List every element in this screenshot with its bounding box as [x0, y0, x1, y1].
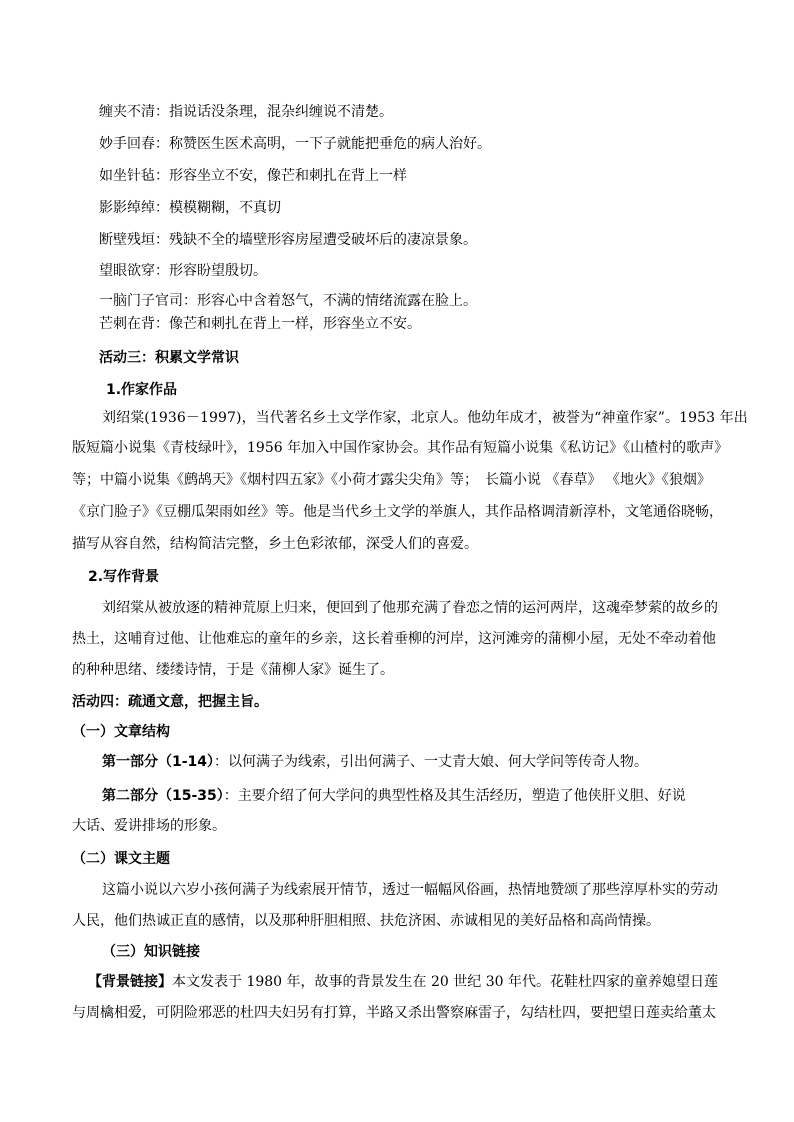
works-text-line: 版短篇小说集《青枝绿叶》，1956 年加入中国作家协会。其作品有短篇小说集《私访记》《山楂村的歌声》 — [72, 440, 729, 456]
links-heading: （三）知识链接 — [102, 944, 200, 960]
idiom-line: 影影绰绰：模模糊糊，不真切 — [99, 200, 281, 216]
idiom-line: 如坐针毡：形容坐立不安，像芒和刺扎在背上一样 — [99, 168, 407, 184]
links-text-line: 与周檎相爱，可阴险邪恶的杜四夫妇另有打算，半路又杀出警察麻雷子，勾结杜四，要把望日莲卖给董太 — [72, 1005, 716, 1021]
theme-text-line: 人民，他们热诚正直的感情，以及那种肝胆相照、扶危济困、赤诚相见的美好品格和高尚情操。 — [72, 913, 660, 929]
links-label: 【背景链接】 — [88, 974, 172, 990]
idiom-line: 芒刺在背：像芒和刺扎在背上一样，形容坐立不安。 — [99, 316, 421, 332]
structure-heading: （一）文章结构 — [72, 724, 170, 740]
idiom-line: 缠夹不清：指说话没条理，混杂纠缠说不清楚。 — [99, 104, 393, 120]
works-text-line: 《京门脸子》《豆棚瓜架雨如丝》等。他是当代乡土文学的举旗人，其作品格调清新淳朴，文笔通俗晓畅， — [72, 504, 723, 520]
works-text-line: 刘绍棠(1936－1997)，当代著名乡土文学作家，北京人。他幼年成才，被誉为“神童作家”。1953 年出 — [102, 410, 748, 426]
structure-part2 — [102, 786, 686, 806]
activity3-heading: 活动三：积累文学常识 — [99, 350, 239, 366]
part2-label: 第二部分（15-35） — [102, 788, 224, 804]
background-heading: 2.写作背景 — [88, 569, 160, 585]
activity4-heading: 活动四：疏通文意，把握主旨。 — [72, 694, 268, 710]
part1-label: 第一部分（1-14） — [102, 754, 215, 770]
part1-text: ：以何满子为线索，引出何满子、一丈青大娘、何大学问等传奇人物。 — [214, 754, 649, 770]
idiom-line: 妙手回春：称赞医生医术高明，一下子就能把垂危的病人治好。 — [99, 136, 491, 152]
structure-part1 — [102, 752, 648, 772]
background-text-line: 热土，这哺育过他、让他难忘的童年的乡亲，这长着垂柳的河岸，这河滩旁的蒲柳小屋，无处不牵动着他 — [72, 631, 716, 647]
links-text-line — [88, 972, 718, 992]
works-heading: 1.作家作品 — [106, 382, 178, 398]
theme-text-line: 这篇小说以六岁小孩何满子为线索展开情节，透过一幅幅风俗画，热情地赞颂了那些淳厚朴实的劳动 — [102, 882, 718, 898]
idiom-line: 一脑门子官司：形容心中含着怒气，不满的情绪流露在脸上。 — [99, 293, 477, 309]
works-text-line: 等；中篇小说集《鹧鸪天》《烟村四五家》《小荷才露尖尖角》等； 长篇小说 《春草》 《地火》《狼烟》 — [72, 472, 711, 488]
links-first: 本文发表于 1980 年，故事的背景发生在 20 世纪 30 年代。花鞋杜四家的童养媳望日莲 — [172, 974, 718, 990]
background-text-line: 的种种思绪、缕缕诗情，于是《蒲柳人家》诞生了。 — [72, 662, 394, 678]
part2-text: ：主要介绍了何大学问的典型性格及其生活经历，塑造了他侠肝义胆、好说 — [223, 788, 686, 804]
idiom-line: 断壁残垣：残缺不全的墙壁形容房屋遭受破坏后的凄凉景象。 — [99, 232, 477, 248]
works-text-line: 描写从容自然，结构简洁完整，乡土色彩浓郁，深受人们的喜爱。 — [72, 536, 478, 552]
background-text-line: 刘绍棠从被放逐的精神荒原上归来，便回到了他那充满了眷恋之情的运河两岸，这魂牵梦萦的故乡的 — [102, 600, 718, 616]
structure-part2-cont: 大话、爱讲排场的形象。 — [72, 818, 226, 834]
theme-heading: （二）课文主题 — [72, 851, 170, 867]
idiom-line: 望眼欲穿：形容盼望殷切。 — [99, 263, 267, 279]
